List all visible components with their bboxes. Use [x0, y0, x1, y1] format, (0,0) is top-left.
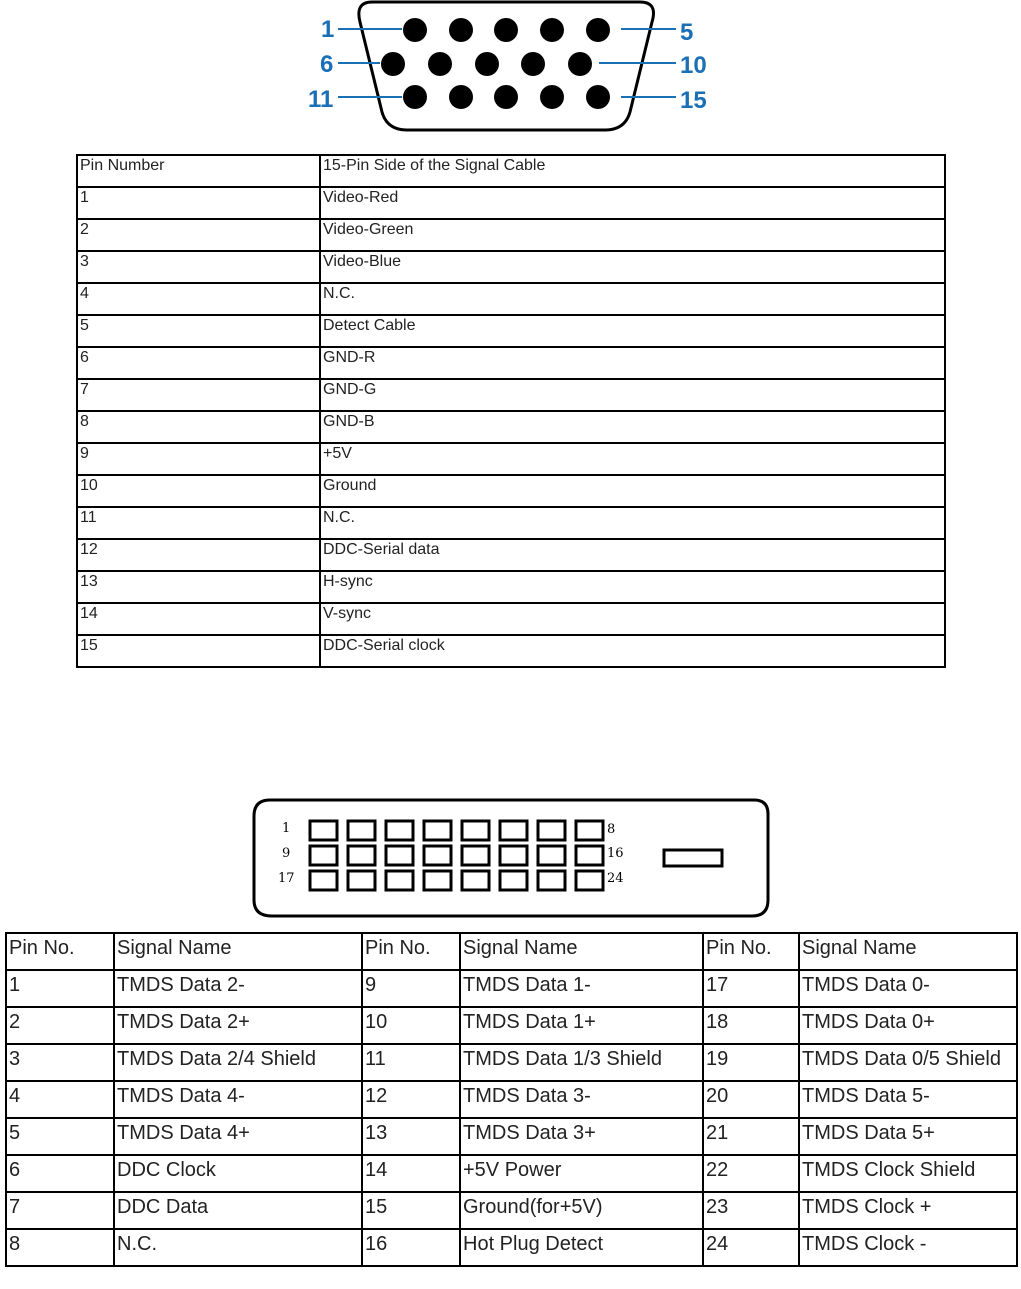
dvi-signal-cell: TMDS Data 5+: [799, 1118, 1017, 1155]
dvi-table-row: [6, 1192, 1017, 1229]
vga-pin-number-cell: 9: [77, 443, 320, 475]
vga-table-row: [77, 187, 945, 219]
vga-pin-number-cell: 11: [77, 507, 320, 539]
dvi-pin-number-cell: 11: [362, 1044, 460, 1081]
dvi-pin-number-cell: 6: [6, 1155, 114, 1192]
vga-table-row: [77, 411, 945, 443]
dvi-pin-label-24: 24: [607, 871, 624, 886]
dvi-pin-label-1: 1: [282, 821, 291, 836]
dvi-pin-number-cell: 16: [362, 1229, 460, 1266]
dvi-signal-cell: TMDS Data 4+: [114, 1118, 362, 1155]
dvi-pin-number-cell: 21: [703, 1118, 799, 1155]
dvi-pin-number-cell: 14: [362, 1155, 460, 1192]
dvi-signal-cell: TMDS Data 1/3 Shield: [460, 1044, 703, 1081]
vga-signal-cell: GND-G: [320, 379, 945, 411]
dvi-signal-cell: TMDS Data 0/5 Shield: [799, 1044, 1017, 1081]
vga-pin-label-11: 11: [308, 86, 334, 113]
vga-pin-number-cell: 10: [77, 475, 320, 507]
dvi-pin-12: [424, 846, 451, 865]
vga-table-row: [77, 603, 945, 635]
dvi-pin-22: [500, 871, 527, 890]
dvi-signal-cell: TMDS Data 0-: [799, 970, 1017, 1007]
vga-header-cell: 15-Pin Side of the Signal Cable: [320, 155, 945, 187]
dvi-pin-number-cell: 1: [6, 970, 114, 1007]
dvi-pin-label-9: 9: [282, 846, 291, 861]
dvi-pin-24: [576, 871, 603, 890]
dvi-table-row: [6, 1007, 1017, 1044]
dvi-pin-4: [424, 821, 451, 840]
vga-pin-9: [521, 52, 545, 76]
dvi-pin-20: [424, 871, 451, 890]
vga-pin-14: [540, 85, 564, 109]
dvi-pin-table: [5, 932, 1018, 1267]
dvi-pin-11: [386, 846, 413, 865]
vga-header-cell: Pin Number: [77, 155, 320, 187]
vga-signal-cell: H-sync: [320, 571, 945, 603]
vga-pin-number-cell: 3: [77, 251, 320, 283]
dvi-signal-cell: TMDS Data 2/4 Shield: [114, 1044, 362, 1081]
dvi-pin-8: [576, 821, 603, 840]
vga-pin-3: [494, 18, 518, 42]
dvi-pin-21: [462, 871, 489, 890]
dvi-pin-16: [576, 846, 603, 865]
vga-table-row: [77, 507, 945, 539]
dvi-pin-number-cell: 17: [703, 970, 799, 1007]
dvi-pin-number-cell: 19: [703, 1044, 799, 1081]
dvi-pin-number-cell: 13: [362, 1118, 460, 1155]
dvi-pin-9: [310, 846, 337, 865]
dvi-pins: [310, 821, 603, 890]
dvi-table-row: [6, 1081, 1017, 1118]
dvi-pin-10: [348, 846, 375, 865]
dvi-pin-label-17: 17: [278, 871, 295, 886]
dvi-pin-number-cell: 2: [6, 1007, 114, 1044]
dvi-pin-number-cell: 5: [6, 1118, 114, 1155]
vga-table-header-row: [77, 155, 945, 187]
dvi-signal-cell: Hot Plug Detect: [460, 1229, 703, 1266]
dvi-header-cell: Signal Name: [114, 933, 362, 970]
vga-pin-table: [76, 154, 946, 668]
vga-signal-cell: DDC-Serial clock: [320, 635, 945, 667]
vga-table-row: [77, 347, 945, 379]
dvi-table-row: [6, 1229, 1017, 1266]
dvi-signal-cell: DDC Data: [114, 1192, 362, 1229]
dvi-pin-number-cell: 9: [362, 970, 460, 1007]
vga-pin-number-cell: 4: [77, 283, 320, 315]
dvi-pin-number-cell: 3: [6, 1044, 114, 1081]
vga-pin-4: [540, 18, 564, 42]
dvi-signal-cell: DDC Clock: [114, 1155, 362, 1192]
vga-pin-15: [586, 85, 610, 109]
vga-pin-8: [475, 52, 499, 76]
vga-table-row: [77, 571, 945, 603]
dvi-pin-18: [348, 871, 375, 890]
vga-table-row: [77, 539, 945, 571]
vga-signal-cell: GND-B: [320, 411, 945, 443]
vga-pin-number-cell: 8: [77, 411, 320, 443]
vga-table-row: [77, 379, 945, 411]
vga-pin-2: [449, 18, 473, 42]
vga-signal-cell: N.C.: [320, 507, 945, 539]
dvi-pin-2: [348, 821, 375, 840]
dvi-pin-1: [310, 821, 337, 840]
dvi-table-header-row: [6, 933, 1017, 970]
vga-pin-1: [403, 18, 427, 42]
dvi-pin-label-16: 16: [607, 846, 624, 861]
vga-signal-cell: Video-Green: [320, 219, 945, 251]
vga-pin-number-cell: 2: [77, 219, 320, 251]
dvi-pin-7: [538, 821, 565, 840]
dvi-signal-cell: TMDS Clock Shield: [799, 1155, 1017, 1192]
vga-pin-number-cell: 6: [77, 347, 320, 379]
dvi-pin-3: [386, 821, 413, 840]
vga-pins: [381, 18, 610, 109]
dvi-pin-number-cell: 22: [703, 1155, 799, 1192]
dvi-pin-23: [538, 871, 565, 890]
vga-pin-number-cell: 14: [77, 603, 320, 635]
dvi-signal-cell: N.C.: [114, 1229, 362, 1266]
vga-pin-label-6: 6: [320, 51, 334, 78]
vga-pin-number-cell: 12: [77, 539, 320, 571]
dvi-pin-17: [310, 871, 337, 890]
dvi-signal-cell: TMDS Data 1+: [460, 1007, 703, 1044]
vga-pin-number-cell: 1: [77, 187, 320, 219]
dvi-pin-5: [462, 821, 489, 840]
dvi-header-cell: Signal Name: [460, 933, 703, 970]
vga-table-row: [77, 283, 945, 315]
vga-table-row: [77, 443, 945, 475]
dvi-signal-cell: TMDS Data 1-: [460, 970, 703, 1007]
dvi-pin-number-cell: 15: [362, 1192, 460, 1229]
vga-signal-cell: DDC-Serial data: [320, 539, 945, 571]
vga-signal-cell: Video-Red: [320, 187, 945, 219]
vga-pin-number-cell: 13: [77, 571, 320, 603]
dvi-signal-cell: TMDS Data 4-: [114, 1081, 362, 1118]
dvi-table-row: [6, 1118, 1017, 1155]
vga-pin-11: [403, 85, 427, 109]
dvi-pin-6: [500, 821, 527, 840]
vga-signal-cell: N.C.: [320, 283, 945, 315]
vga-pin-label-1: 1: [321, 16, 335, 43]
dvi-signal-cell: TMDS Data 0+: [799, 1007, 1017, 1044]
dvi-pin-13: [462, 846, 489, 865]
vga-signal-cell: Detect Cable: [320, 315, 945, 347]
vga-pin-12: [449, 85, 473, 109]
vga-pin-7: [428, 52, 452, 76]
vga-signal-cell: GND-R: [320, 347, 945, 379]
dvi-flat-blade: [664, 850, 722, 866]
dvi-header-cell: Pin No.: [6, 933, 114, 970]
vga-pin-number-cell: 15: [77, 635, 320, 667]
dvi-pin-15: [538, 846, 565, 865]
dvi-signal-cell: TMDS Data 5-: [799, 1081, 1017, 1118]
vga-pin-number-cell: 7: [77, 379, 320, 411]
dvi-signal-cell: TMDS Data 2+: [114, 1007, 362, 1044]
dvi-signal-cell: +5V Power: [460, 1155, 703, 1192]
dvi-pin-19: [386, 871, 413, 890]
dvi-pin-number-cell: 24: [703, 1229, 799, 1266]
vga-signal-cell: +5V: [320, 443, 945, 475]
dvi-connector-outline: [254, 800, 768, 916]
vga-pin-label-15: 15: [680, 87, 707, 114]
dvi-pin-number-cell: 12: [362, 1081, 460, 1118]
dvi-pin-number-cell: 10: [362, 1007, 460, 1044]
dvi-header-cell: Pin No.: [362, 933, 460, 970]
vga-table-row: [77, 635, 945, 667]
dvi-signal-cell: TMDS Data 2-: [114, 970, 362, 1007]
vga-connector-diagram: [300, 0, 720, 140]
dvi-signal-cell: TMDS Data 3-: [460, 1081, 703, 1118]
vga-table-row: [77, 315, 945, 347]
vga-signal-cell: Ground: [320, 475, 945, 507]
vga-pin-13: [494, 85, 518, 109]
dvi-pin-14: [500, 846, 527, 865]
vga-signal-cell: V-sync: [320, 603, 945, 635]
vga-pin-label-5: 5: [680, 19, 694, 46]
vga-pin-5: [586, 18, 610, 42]
dvi-signal-cell: TMDS Data 3+: [460, 1118, 703, 1155]
dvi-pin-number-cell: 8: [6, 1229, 114, 1266]
dvi-header-cell: Pin No.: [703, 933, 799, 970]
dvi-signal-cell: TMDS Clock +: [799, 1192, 1017, 1229]
dvi-signal-cell: TMDS Clock -: [799, 1229, 1017, 1266]
vga-table-row: [77, 475, 945, 507]
vga-pin-10: [568, 52, 592, 76]
vga-pin-6: [381, 52, 405, 76]
dvi-pin-number-cell: 4: [6, 1081, 114, 1118]
dvi-table-row: [6, 1155, 1017, 1192]
dvi-pin-number-cell: 23: [703, 1192, 799, 1229]
dvi-pin-number-cell: 20: [703, 1081, 799, 1118]
dvi-table-row: [6, 970, 1017, 1007]
vga-table-row: [77, 219, 945, 251]
dvi-connector-diagram: [250, 796, 772, 920]
dvi-table-row: [6, 1044, 1017, 1081]
vga-signal-cell: Video-Blue: [320, 251, 945, 283]
dvi-pin-number-cell: 18: [703, 1007, 799, 1044]
dvi-pin-label-8: 8: [607, 822, 616, 837]
vga-pin-label-10: 10: [680, 52, 707, 79]
dvi-header-cell: Signal Name: [799, 933, 1017, 970]
vga-table-row: [77, 251, 945, 283]
dvi-signal-cell: Ground(for+5V): [460, 1192, 703, 1229]
dvi-pin-number-cell: 7: [6, 1192, 114, 1229]
vga-pin-number-cell: 5: [77, 315, 320, 347]
